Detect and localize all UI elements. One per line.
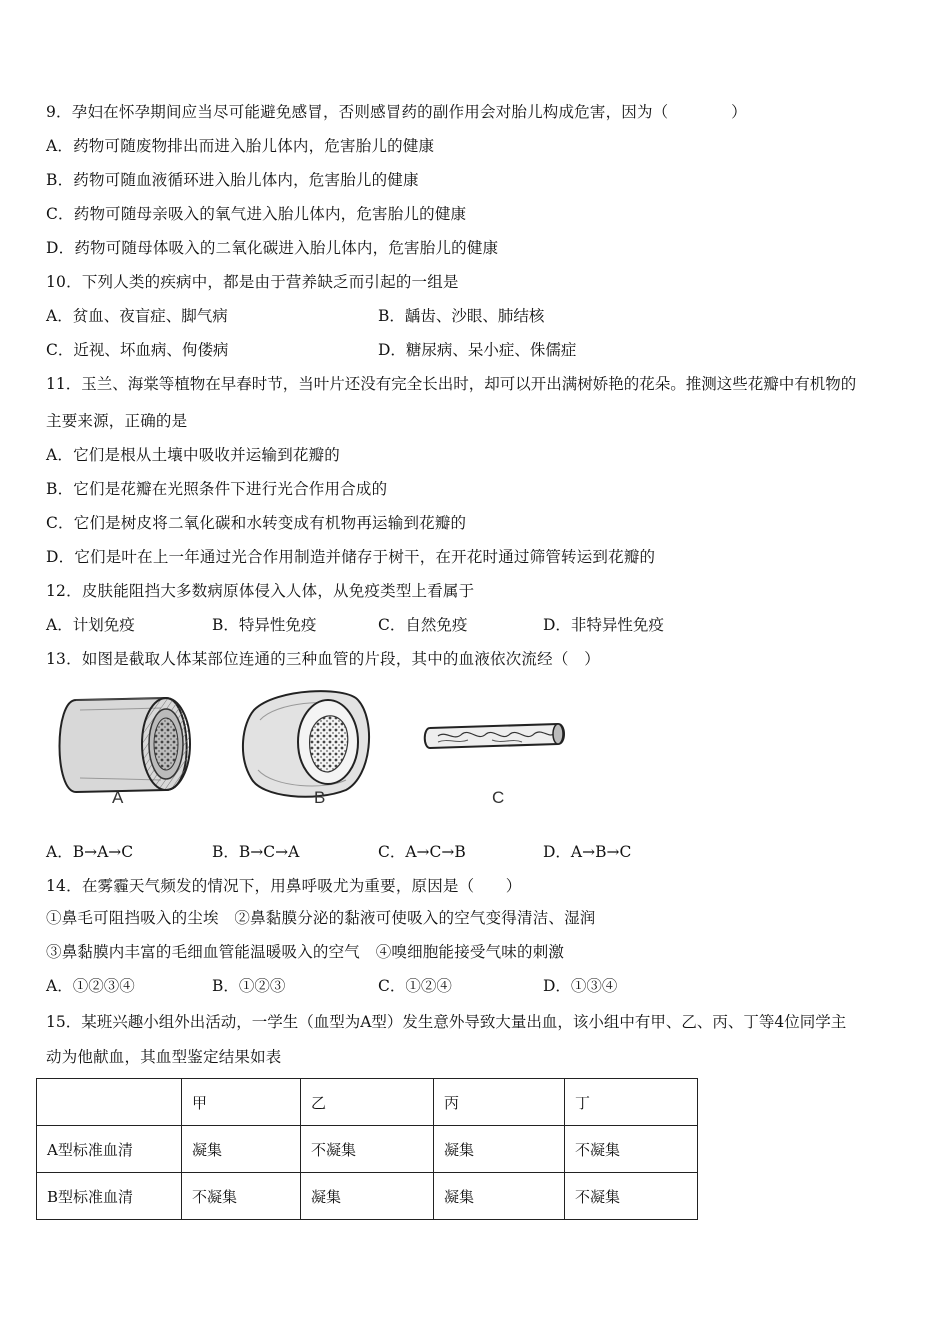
table-header-cell xyxy=(37,1079,182,1126)
vessel-a-artery xyxy=(60,698,191,792)
question-12-option-d: D．非特异性免疫 xyxy=(543,616,664,634)
question-11-option-b: B．它们是花瓣在光照条件下进行光合作用合成的 xyxy=(46,480,388,498)
figure-label-b: B xyxy=(314,788,326,807)
table-cell: 不凝集 xyxy=(565,1173,698,1220)
question-14-statement-1: ①鼻毛可阻挡吸入的尘埃 ②鼻黏膜分泌的黏液可使吸入的空气变得清洁、湿润 xyxy=(46,909,596,927)
question-9-stem: 9．孕妇在怀孕期间应当尽可能避免感冒，否则感冒药的副作用会对胎儿构成危害，因为（ ） xyxy=(46,103,747,121)
question-13-option-b: B．B→C→A xyxy=(212,843,300,861)
question-11-stem-continued: 主要来源，正确的是 xyxy=(46,412,188,430)
question-13-option-d: D．A→B→C xyxy=(543,843,632,861)
vessel-c-capillary xyxy=(425,724,564,748)
question-13-option-c: C．A→C→B xyxy=(378,843,466,861)
question-10-stem: 10．下列人类的疾病中，都是由于营养缺乏而引起的一组是 xyxy=(46,273,459,291)
table-header-cell: 丁 xyxy=(565,1079,698,1126)
question-10-option-b: B．龋齿、沙眼、肺结核 xyxy=(378,307,545,325)
question-9-option-b: B．药物可随血液循环进入胎儿体内，危害胎儿的健康 xyxy=(46,171,419,189)
table-cell: B型标准血清 xyxy=(37,1173,182,1220)
question-12-option-c: C．自然免疫 xyxy=(378,616,468,634)
table-header-cell: 乙 xyxy=(301,1079,434,1126)
table-row xyxy=(37,1126,698,1173)
question-11-option-a: A．它们是根从土壤中吸收并运输到花瓣的 xyxy=(46,446,340,464)
table-cell: A型标准血清 xyxy=(37,1126,182,1173)
blood-type-table xyxy=(36,1078,698,1220)
question-15-stem-continued: 动为他献血，其血型鉴定结果如表 xyxy=(46,1048,282,1066)
question-12-stem: 12．皮肤能阻挡大多数病原体侵入人体，从免疫类型上看属于 xyxy=(46,582,475,600)
question-14-statement-2: ③鼻黏膜内丰富的毛细血管能温暖吸入的空气 ④嗅细胞能接受气味的刺激 xyxy=(46,943,565,961)
question-10-option-a: A．贫血、夜盲症、脚气病 xyxy=(46,307,228,325)
question-11-stem: 11．玉兰、海棠等植物在早春时节，当叶片还没有完全长出时，却可以开出满树娇艳的花朵。推测这些花瓣中有机物的 xyxy=(46,375,857,393)
figure-label-c: C xyxy=(492,788,505,807)
figure-label-a: A xyxy=(112,788,124,807)
table-cell: 凝集 xyxy=(434,1126,565,1173)
table-header-cell: 丙 xyxy=(434,1079,565,1126)
question-9-option-a: A．药物可随废物排出而进入胎儿体内，危害胎儿的健康 xyxy=(46,137,435,155)
question-13-option-a: A．B→A→C xyxy=(46,843,134,861)
blood-vessel-figure xyxy=(46,680,586,820)
table-header-cell: 甲 xyxy=(182,1079,301,1126)
table-cell: 凝集 xyxy=(434,1173,565,1220)
table-cell: 凝集 xyxy=(301,1173,434,1220)
table-header-row xyxy=(37,1079,698,1126)
question-14-stem: 14．在雾霾天气频发的情况下，用鼻呼吸尤为重要，原因是（ ） xyxy=(46,877,522,895)
question-14-option-d: D．①③④ xyxy=(543,977,618,995)
question-13-stem: 13．如图是截取人体某部位连通的三种血管的片段，其中的血液依次流经（ ） xyxy=(46,650,600,668)
question-11-option-c: C．它们是树皮将二氧化碳和水转变成有机物再运输到花瓣的 xyxy=(46,514,467,532)
question-11-option-d: D．它们是叶在上一年通过光合作用制造并储存于树干，在开花时通过筛管转运到花瓣的 xyxy=(46,548,656,566)
question-14-option-b: B．①②③ xyxy=(212,977,286,995)
question-12-option-a: A．计划免疫 xyxy=(46,616,135,634)
question-12-option-b: B．特异性免疫 xyxy=(212,616,317,634)
question-10-option-d: D．糖尿病、呆小症、侏儒症 xyxy=(378,341,577,359)
table-cell: 不凝集 xyxy=(301,1126,434,1173)
question-9-option-d: D．药物可随母体吸入的二氧化碳进入胎儿体内，危害胎儿的健康 xyxy=(46,239,499,257)
question-9-option-c: C．药物可随母亲吸入的氧气进入胎儿体内，危害胎儿的健康 xyxy=(46,205,467,223)
table-cell: 不凝集 xyxy=(182,1173,301,1220)
question-10-option-c: C．近视、坏血病、佝偻病 xyxy=(46,341,229,359)
question-15-stem: 15．某班兴趣小组外出活动，一学生（血型为A型）发生意外导致大量出血，该小组中有甲、乙、丙、丁等4位同学主 xyxy=(46,1013,847,1031)
table-cell: 不凝集 xyxy=(565,1126,698,1173)
table-row xyxy=(37,1173,698,1220)
table-cell: 凝集 xyxy=(182,1126,301,1173)
question-14-option-c: C．①②④ xyxy=(378,977,452,995)
question-14-option-a: A．①②③④ xyxy=(46,977,135,995)
vessel-b-vein xyxy=(243,691,369,797)
